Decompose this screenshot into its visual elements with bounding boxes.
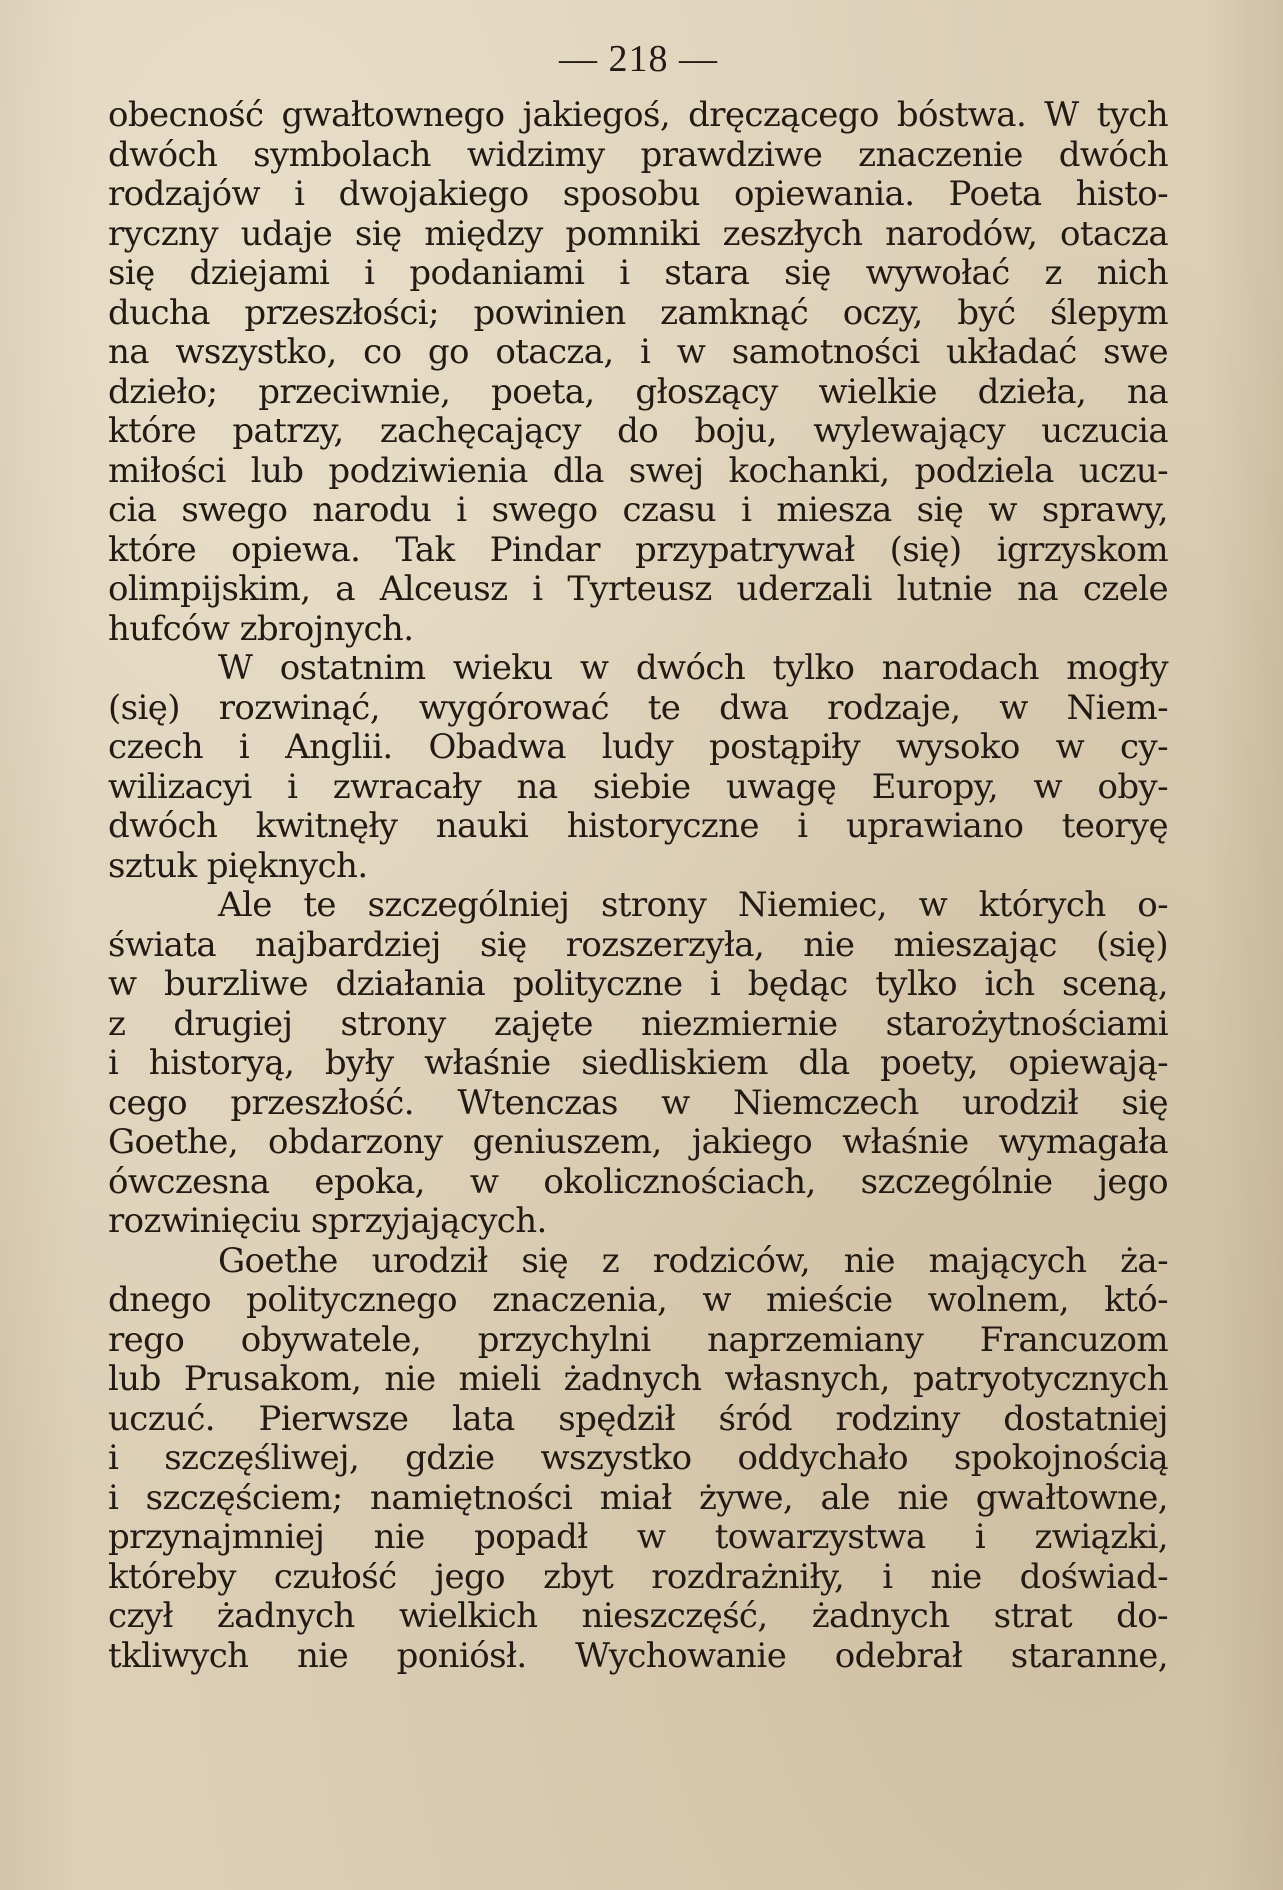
paragraph [108,96,1168,649]
text-line: się dziejami i podaniami i stara się wywołać z nich [108,253,1168,293]
text-line: obecność gwałtownego jakiegoś, dręczącego bóstwa. W tych [108,95,1168,135]
text-line: czył żadnych wielkich nieszczęść, żadnych strat do- [108,1596,1168,1636]
text-line: któreby czułość jego zbyt rozdrażniły, i nie doświad- [108,1556,1168,1597]
text-line: Goethe, obdarzony geniuszem, jakiego właśnie wymagała [108,1122,1168,1162]
text-line: czech i Anglii. Obadwa ludy postąpiły wysoko w cy- [108,727,1168,767]
text-line: wilizacyi i zwracały na siebie uwagę Europy, w oby- [108,766,1168,807]
text-line: cego przeszłość. Wtenczas w Niemczech urodził się [108,1082,1168,1123]
text-line: olimpijskim, a Alceusz i Tyrteusz uderzali lutnie na czele [108,569,1168,609]
text-line: uczuć. Pierwsze lata spędził śród rodziny dostatniej [108,1398,1168,1439]
text-line: ryczny udaje się między pomniki zeszłych narodów, otacza [108,213,1168,254]
text-line: światа najbardziej się rozszerzyła, nie mieszając (się) [108,924,1168,965]
text-line: dnego politycznego znaczenia, w mieście wolnem, któ- [108,1280,1168,1320]
text-line: W ostatnim wieku w dwóch tylko narodach mogły [218,648,1168,688]
text-line: z drugiej strony zajęte niezmiernie starożytnościami [108,1003,1168,1044]
text-line: na wszystko, co go otacza, i w samotności układać swe [108,332,1168,372]
text-line: i historyą, były właśnie siedliskiem dla poety, opiewają- [108,1043,1168,1083]
paragraph [108,649,1168,886]
text-line: i szczęśliwej, gdzie wszystko oddychało spokojnością [108,1438,1168,1478]
text-line: ówczesna epoka, w okolicznościach, szczególnie jego [108,1161,1168,1202]
text-line: rego obywatele, przychylni naprzemiany Francuzom [108,1319,1168,1360]
text-line: ducha przeszłości; powinien zamknąć oczy, być ślepym [108,292,1168,333]
body-text [108,96,1168,1676]
text-line: cia swego narodu i swego czasu i miesza się w sprawy, [108,490,1168,530]
text-line: które patrzy, zachęcający do boju, wylewający uczucia [108,411,1168,451]
text-line: lub Prusakom, nie mieli żadnych własnych, patryotycznych [108,1359,1168,1399]
page-number: — 218 — [559,38,718,80]
text-line: Goethe urodził się z rodziców, nie mających ża- [218,1240,1168,1281]
text-line: sztuk pięknych. [108,845,368,886]
text-line: (się) rozwinąć, wygórować te dwa rodzaje, w Niem- [108,687,1168,728]
text-line: hufców zbrojnych. [108,608,414,649]
text-line: dwóch kwitnęły nauki historyczne i uprawiano teoryę [108,806,1168,846]
text-line: przynajmniej nie popadł w towarzystwa i związki, [108,1517,1168,1557]
text-line: rodzajów i dwojakiego sposobu opiewania. Poeta histo- [108,174,1168,214]
text-line: dwóch symbolach widzimy prawdziwe znaczenie dwóch [108,134,1168,175]
paragraph [108,886,1168,1242]
text-line: które opiewa. Tak Pindar przypatrywał (się) igrzyskom [108,529,1168,570]
text-line: miłości lub podziwienia dla swej kochanki, podziela uczu- [108,450,1168,491]
text-line: rozwinięciu sprzyjających. [108,1201,547,1241]
paragraph [108,1242,1168,1677]
text-line: Ale te szczególniej strony Niemiec, w których o- [218,885,1168,925]
text-line: dzieło; przeciwnie, poeta, głoszący wielkie dzieła, na [108,371,1168,412]
text-line: w burzliwe działania polityczne i będąc tylko ich sceną, [108,964,1168,1004]
text-line: tkliwych nie poniósł. Wychowanie odebrał staranne, [108,1635,1168,1676]
text-line: i szczęściem; namiętności miał żywe, ale nie gwałtowne, [108,1477,1168,1518]
